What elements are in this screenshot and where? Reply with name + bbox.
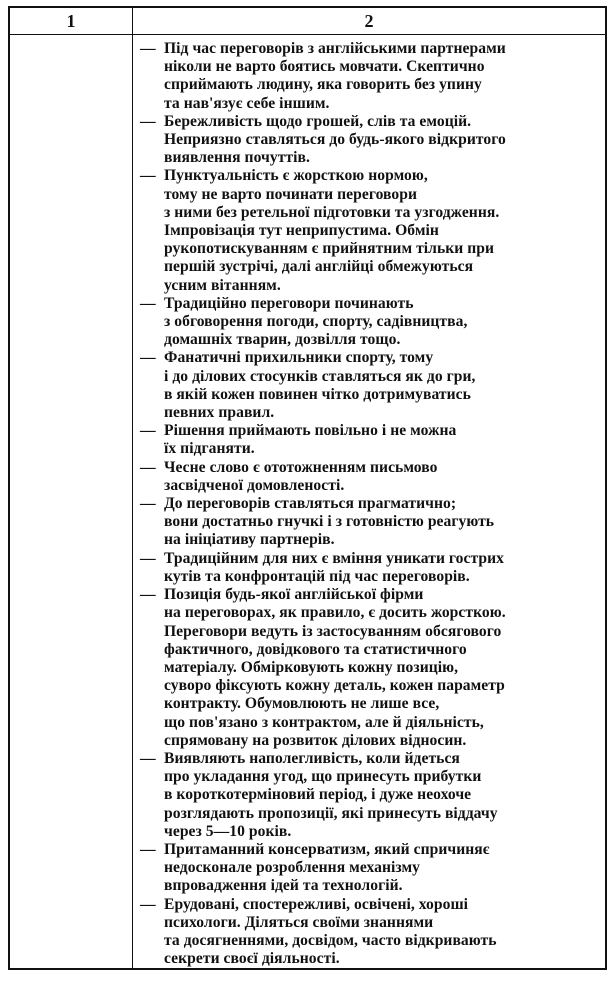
list-item-line: Фанатичні прихильники спорту, тому (164, 349, 434, 367)
list-item-line: засвідченої домовленості. (164, 476, 345, 494)
column-2-content (136, 40, 599, 968)
dash-bullet: — (140, 458, 156, 476)
list-item-line: з обговорення погоди, спорту, садівництва, (164, 313, 468, 331)
list-item (136, 750, 599, 841)
list-item-line: усним вітанням. (164, 276, 281, 294)
list-item-line: та досягненнями, досвідом, часто відкривають (164, 931, 497, 949)
list-item-line: Неприязно ставляться до будь-якого відкритого (164, 131, 506, 149)
list-item-line: До переговорів ставляться прагматично; (164, 495, 457, 513)
dash-bullet: — (140, 586, 156, 604)
list-item (136, 167, 599, 294)
list-item-line: сприймають людину, яка говорить без упину (164, 76, 482, 94)
list-item (136, 422, 599, 458)
list-item-line: виявлення почуттів. (164, 149, 310, 167)
list-item-line: впровадження ідей та технологій. (164, 877, 403, 895)
list-item-line: через 5—10 років. (164, 822, 292, 840)
list-item (136, 550, 599, 586)
list-item-line: Імпровізація тут неприпустима. Обмін (164, 222, 439, 240)
list-item-line: кутів та конфронтацій під час переговорів. (164, 567, 470, 585)
list-item-line: Притаманний консерватизм, який спричиняє (164, 840, 490, 858)
list-item-line: психологи. Діляться своїми знаннями (164, 913, 434, 931)
list-item-line: Пунктуальність є жорсткою нормою, (164, 167, 428, 185)
list-item-line: про укладання угод, що принесуть прибутки (164, 768, 482, 786)
list-item-line: на ініціативу партнерів. (164, 531, 335, 549)
dash-bullet: — (140, 749, 156, 767)
dash-bullet: — (140, 349, 156, 367)
list-item-line: Рішення приймають повільно і не можна (164, 422, 457, 440)
list-item (136, 349, 599, 422)
list-item-line: ніколи не варто боятись мовчати. Скептично (164, 58, 485, 76)
list-item-line: розглядають пропозиції, які принесуть віддачу (164, 804, 498, 822)
column-divider (132, 8, 133, 968)
list-item (136, 113, 599, 168)
list-item-line: першій зустрічі, далі англійці обмежуються (164, 258, 474, 276)
list-item-line: матеріалу. Обмірковують кожну позицію, (164, 658, 459, 676)
list-item-line: контракту. Обумовлюють не лише все, (164, 695, 440, 713)
list-item-line: секрети своєї діяльності. (164, 950, 340, 968)
list-item (136, 40, 599, 113)
list-item-line: Бережливість щодо грошей, слів та емоцій. (164, 112, 472, 130)
dash-bullet: — (140, 40, 156, 57)
dash-bullet: — (140, 840, 156, 858)
list-item (136, 459, 599, 495)
list-item-line: та нав'язує себе іншим. (164, 94, 330, 112)
dash-bullet: — (140, 112, 156, 130)
list-item-line: суворо фіксують кожну деталь, кожен параметр (164, 677, 505, 695)
list-item-line: фактичного, довідкового та статистичного (164, 640, 467, 658)
list-item-line: в короткотерміновий період, і дуже неохоче (164, 786, 472, 804)
dash-bullet: — (140, 549, 156, 567)
list-item (136, 295, 599, 350)
dash-bullet: — (140, 294, 156, 312)
list-item-line: домашніх тварин, дозвілля тощо. (164, 331, 401, 349)
list-item-line: Переговори ведуть із застосуванням обсягового (164, 622, 502, 640)
list-item-line: Виявляють наполегливість, коли йдеться (164, 749, 460, 767)
dash-bullet: — (140, 422, 156, 440)
list-item-line: з ними без ретельної підготовки та узгодження. (164, 203, 500, 221)
list-item-line: в якій кожен повинен чітко дотримуватись (164, 385, 471, 403)
list-item (136, 586, 599, 750)
column-header-2: 2 (364, 11, 374, 31)
list-item-line: Позиція будь-якої англійської фірми (164, 586, 424, 604)
list-item-line: вони достатньо гнучкі і з готовністю реагують (164, 513, 495, 531)
list-item-line: Ерудовані, спостережливі, освічені, хороші (164, 895, 469, 913)
list-item-line: на переговорах, як правило, є досить жорсткою. (164, 604, 506, 622)
list-item-line: і до ділових стосунків ставляться як до гри, (164, 367, 476, 385)
list-item-line: тому не варто починати переговори (164, 185, 418, 203)
list-item (136, 495, 599, 550)
table-header-row (10, 8, 605, 35)
list-item-line: що пов'язано з контрактом, але й діяльність, (164, 713, 484, 731)
list-item-line: рукопотискуванням є прийнятним тільки при (164, 240, 495, 258)
document-table (8, 6, 607, 970)
list-item-line: Традиційно переговори починають (164, 294, 414, 312)
list-item-line: певних правил. (164, 404, 275, 422)
list-item (136, 896, 599, 969)
dash-bullet: — (140, 895, 156, 913)
list-item-line: спрямовану на розвиток ділових відносин. (164, 731, 467, 749)
dash-bullet: — (140, 167, 156, 185)
list-item-line: Чесне слово є ототожненням письмово (164, 458, 438, 476)
list-item-line: Традиційним для них є вміння уникати гострих (164, 549, 504, 567)
column-header-1: 1 (66, 11, 76, 31)
list-item-line: недосконале розроблення механізму (164, 859, 421, 877)
list-item-line: їх підганяти. (164, 440, 255, 458)
list-item-line: Під час переговорів з англійськими партнерами (164, 40, 506, 57)
list-item (136, 841, 599, 896)
dash-bullet: — (140, 495, 156, 513)
